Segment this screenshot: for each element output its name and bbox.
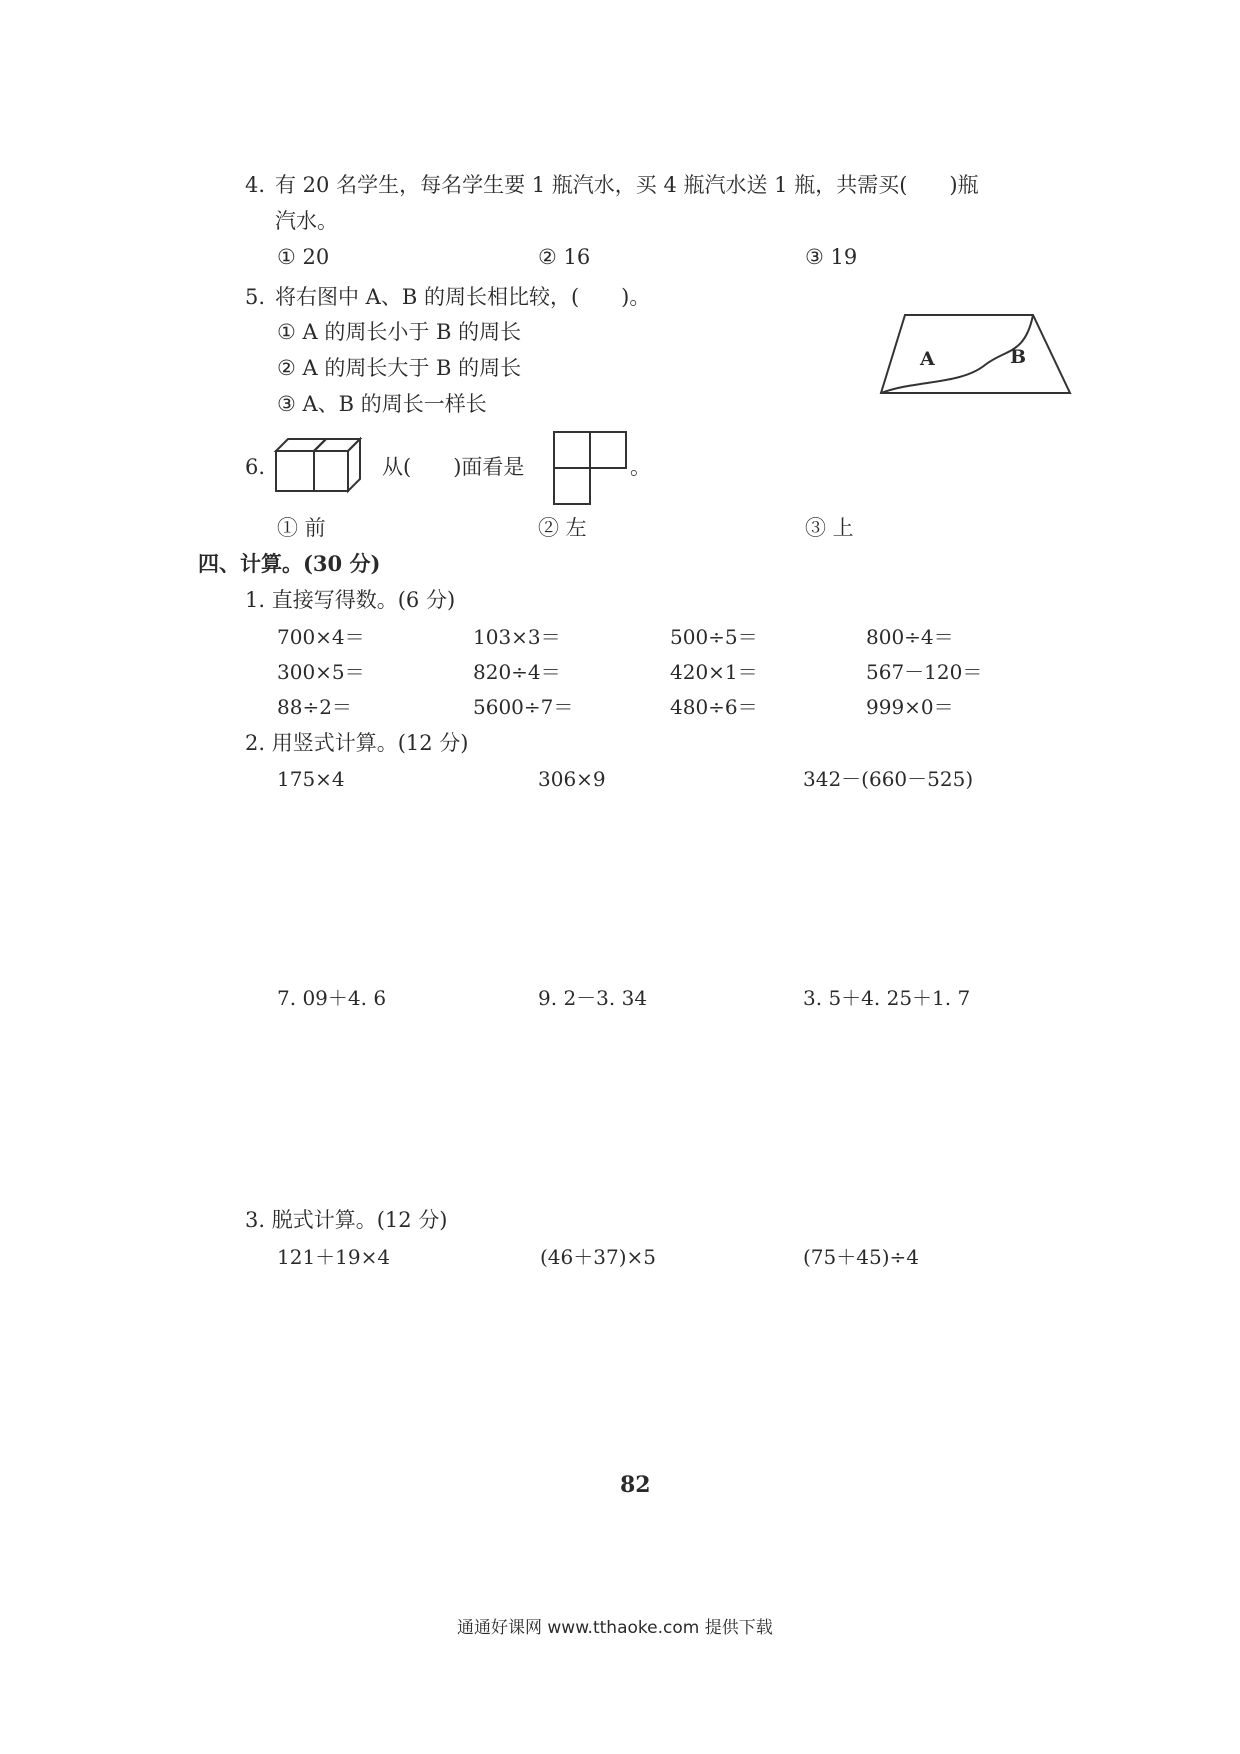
- calc-3-3: 480÷6＝: [670, 695, 758, 719]
- q6-text: 从( )面看是: [382, 455, 525, 479]
- section4-title: 四、计算。(30 分): [198, 551, 381, 576]
- part3-title: 3. 脱式计算。(12 分): [245, 1208, 448, 1232]
- q6-number: 6.: [245, 455, 266, 479]
- q6-option-2: ② 左: [538, 516, 587, 540]
- calc-2-2: 820÷4＝: [473, 660, 561, 684]
- footer-credit: 通通好课网 www.tthaoke.com 提供下载: [457, 1618, 773, 1638]
- part2-title: 2. 用竖式计算。(12 分): [245, 731, 469, 755]
- q4-text-continued: 汽水。: [275, 209, 338, 233]
- vertical-calc-2: 306×9: [538, 767, 606, 791]
- calc-2-1: 300×5＝: [277, 660, 365, 684]
- q5-option-3: ③ A、B 的周长一样长: [277, 392, 487, 416]
- q4-option-3: ③ 19: [805, 245, 858, 269]
- q6-cubes-figure: [272, 433, 372, 495]
- calc-2-3: 420×1＝: [670, 660, 758, 684]
- calc-1-3: 500÷5＝: [670, 625, 758, 649]
- vertical-calc-3: 342－(660－525): [803, 767, 974, 791]
- part1-title: 1. 直接写得数。(6 分): [245, 588, 456, 612]
- q4-option-1: ① 20: [277, 245, 330, 269]
- calc-3-1: 88÷2＝: [277, 695, 352, 719]
- q6-view-shape: [552, 430, 632, 506]
- page-number: 82: [620, 1472, 651, 1498]
- q5-label-a: A: [920, 348, 935, 370]
- stepwise-calc-1: 121＋19×4: [277, 1245, 391, 1269]
- q5-label-b: B: [1010, 346, 1027, 368]
- calc-1-4: 800÷4＝: [866, 625, 954, 649]
- q5-text: 将右图中 A、B 的周长相比较，( )。: [275, 285, 651, 309]
- vertical-calc-4: 7. 09＋4. 6: [277, 986, 387, 1010]
- vertical-calc-5: 9. 2－3. 34: [538, 986, 648, 1010]
- q5-option-1: ① A 的周长小于 B 的周长: [277, 320, 522, 344]
- calc-1-1: 700×4＝: [277, 625, 365, 649]
- calc-1-2: 103×3＝: [473, 625, 561, 649]
- vertical-calc-1: 175×4: [277, 767, 345, 791]
- q5-number: 5.: [245, 285, 266, 309]
- q5-trapezoid-figure: [875, 305, 1075, 405]
- stepwise-calc-2: (46＋37)×5: [540, 1245, 656, 1269]
- q4-number: 4.: [245, 173, 266, 197]
- q6-text-end: 。: [630, 455, 651, 479]
- calc-3-2: 5600÷7＝: [473, 695, 574, 719]
- calc-3-4: 999×0＝: [866, 695, 954, 719]
- q6-option-1: ① 前: [277, 516, 326, 540]
- stepwise-calc-3: (75＋45)÷4: [803, 1245, 919, 1269]
- q5-option-2: ② A 的周长大于 B 的周长: [277, 356, 522, 380]
- calc-2-4: 567－120＝: [866, 660, 983, 684]
- vertical-calc-6: 3. 5＋4. 25＋1. 7: [803, 986, 971, 1010]
- q4-text: 有 20 名学生，每名学生要 1 瓶汽水，买 4 瓶汽水送 1 瓶，共需买( )瓶: [275, 173, 979, 197]
- q4-option-2: ② 16: [538, 245, 591, 269]
- q6-option-3: ③ 上: [805, 516, 854, 540]
